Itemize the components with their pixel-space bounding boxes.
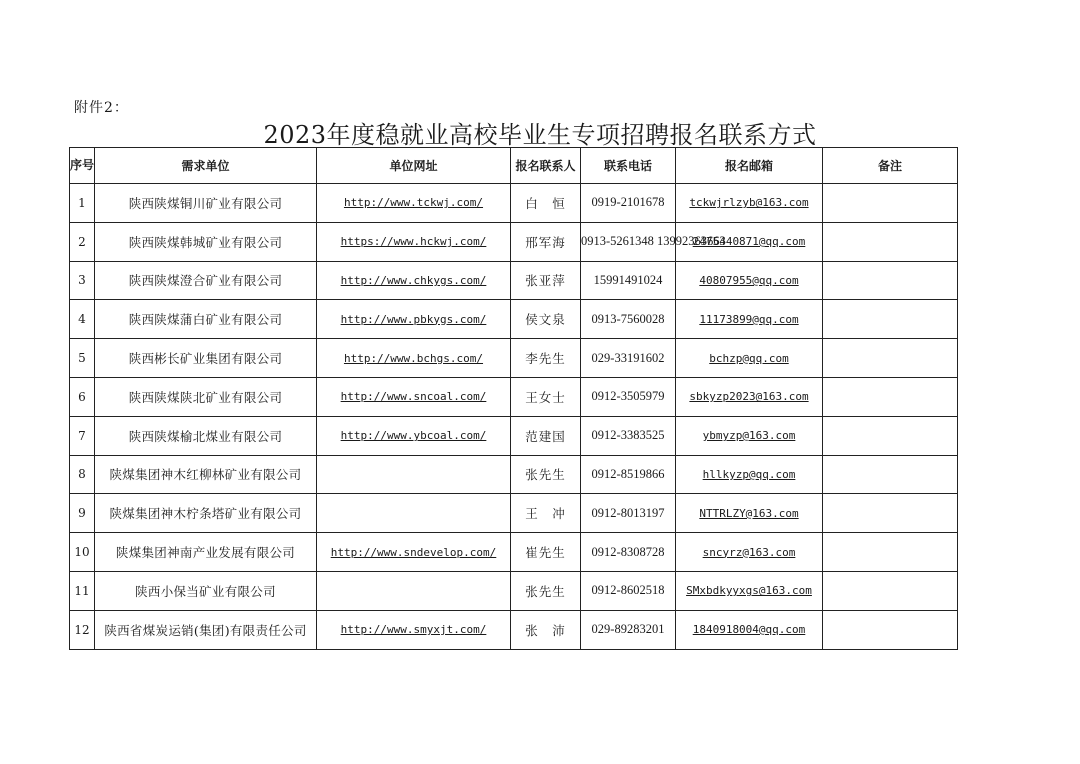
unit-name: 陕西陕煤韩城矿业有限公司 — [95, 222, 317, 261]
unit-url-cell — [317, 222, 511, 261]
remark-cell — [823, 455, 958, 494]
email-cell — [676, 261, 823, 300]
contact-phone: 0919-2101678 — [581, 184, 676, 223]
table-row — [70, 261, 958, 300]
contact-person: 崔先生 — [511, 533, 581, 572]
header-no: 序号 — [70, 148, 95, 184]
email-link[interactable]: SMxbdkyyxgs@163.com — [686, 584, 812, 598]
row-number: 6 — [70, 377, 95, 416]
email-cell — [676, 300, 823, 339]
remark-cell — [823, 494, 958, 533]
unit-url-link[interactable]: http://www.smyxjt.com/ — [340, 623, 487, 637]
contact-phone: 0913-7560028 — [581, 300, 676, 339]
table-row — [70, 416, 958, 455]
remark-cell — [823, 339, 958, 378]
contact-person: 邢军海 — [511, 222, 581, 261]
unit-url-cell — [317, 300, 511, 339]
row-number: 10 — [70, 533, 95, 572]
table-row — [70, 494, 958, 533]
remark-cell — [823, 377, 958, 416]
email-cell — [676, 222, 823, 261]
contact-person: 张 沛 — [511, 610, 581, 649]
table-row — [70, 455, 958, 494]
remark-cell — [823, 222, 958, 261]
page-title: 2023年度稳就业高校毕业生专项招聘报名联系方式 — [263, 121, 817, 149]
row-number: 8 — [70, 455, 95, 494]
attachment-label: 附件2： — [74, 100, 129, 116]
unit-url-cell — [317, 571, 511, 610]
email-link[interactable]: sbkyzp2023@163.com — [689, 390, 809, 404]
unit-name: 陕西陕煤蒲白矿业有限公司 — [95, 300, 317, 339]
email-link[interactable]: 11173899@qq.com — [699, 312, 799, 326]
table-row — [70, 339, 958, 378]
unit-name: 陕煤集团神木柠条塔矿业有限公司 — [95, 494, 317, 533]
email-link[interactable]: 1840918004@qq.com — [692, 623, 806, 637]
unit-name: 陕西陕煤铜川矿业有限公司 — [95, 184, 317, 223]
contact-phone: 0912-8308728 — [581, 533, 676, 572]
unit-url-cell — [317, 610, 511, 649]
header-url: 单位网址 — [317, 148, 511, 184]
row-number: 12 — [70, 610, 95, 649]
table-row — [70, 222, 958, 261]
row-number: 3 — [70, 261, 95, 300]
unit-url-link[interactable]: http://www.sncoal.com/ — [340, 390, 487, 404]
unit-url-cell — [317, 494, 511, 533]
unit-url-cell — [317, 261, 511, 300]
remark-cell — [823, 533, 958, 572]
row-number: 7 — [70, 416, 95, 455]
contact-phone: 0912-3505979 — [581, 377, 676, 416]
table-row — [70, 300, 958, 339]
table-row — [70, 610, 958, 649]
unit-name: 陕西小保当矿业有限公司 — [95, 571, 317, 610]
unit-name: 陕西省煤炭运销(集团)有限责任公司 — [95, 610, 317, 649]
remark-cell — [823, 300, 958, 339]
header-remark: 备注 — [823, 148, 958, 184]
contact-phone: 0912-8519866 — [581, 455, 676, 494]
email-cell — [676, 184, 823, 223]
contact-person: 王 冲 — [511, 494, 581, 533]
unit-url-link[interactable]: https://www.hckwj.com/ — [340, 235, 487, 249]
contact-person: 张先生 — [511, 571, 581, 610]
unit-url-cell — [317, 455, 511, 494]
email-cell — [676, 494, 823, 533]
email-cell — [676, 377, 823, 416]
email-link[interactable]: NTTRLZY@163.com — [699, 506, 799, 520]
unit-name: 陕西彬长矿业集团有限公司 — [95, 339, 317, 378]
unit-url-link[interactable]: http://www.ybcoal.com/ — [340, 429, 487, 443]
email-cell — [676, 339, 823, 378]
header-row — [70, 148, 958, 184]
unit-name: 陕煤集团神木红柳林矿业有限公司 — [95, 455, 317, 494]
row-number: 9 — [70, 494, 95, 533]
remark-cell — [823, 184, 958, 223]
unit-url-link[interactable]: http://www.sndevelop.com/ — [330, 545, 497, 559]
unit-url-cell — [317, 339, 511, 378]
unit-url-cell — [317, 377, 511, 416]
email-cell — [676, 571, 823, 610]
contact-phone: 029-89283201 — [581, 610, 676, 649]
table-row — [70, 571, 958, 610]
remark-cell — [823, 416, 958, 455]
contact-person: 张亚萍 — [511, 261, 581, 300]
email-cell — [676, 455, 823, 494]
table-row — [70, 184, 958, 223]
email-link[interactable]: 2475440871@qq.com — [692, 235, 806, 249]
unit-url-link[interactable]: http://www.bchgs.com/ — [343, 351, 484, 365]
unit-url-cell — [317, 533, 511, 572]
email-link[interactable]: 40807955@qq.com — [699, 273, 799, 287]
unit-name: 陕西陕煤陕北矿业有限公司 — [95, 377, 317, 416]
contact-phone: 0912-8013197 — [581, 494, 676, 533]
email-cell — [676, 533, 823, 572]
email-cell — [676, 610, 823, 649]
email-link[interactable]: bchzp@qq.com — [709, 351, 789, 365]
contact-table — [69, 147, 958, 650]
contact-phone: 0912-8602518 — [581, 571, 676, 610]
contact-person: 王女士 — [511, 377, 581, 416]
remark-cell — [823, 610, 958, 649]
unit-name: 陕西陕煤榆北煤业有限公司 — [95, 416, 317, 455]
contact-person: 白 恒 — [511, 184, 581, 223]
row-number: 4 — [70, 300, 95, 339]
email-link[interactable]: ybmyzp@163.com — [702, 429, 796, 443]
contact-person: 侯文泉 — [511, 300, 581, 339]
unit-url-link[interactable]: http://www.pbkygs.com/ — [340, 312, 487, 326]
unit-name: 陕煤集团神南产业发展有限公司 — [95, 533, 317, 572]
row-number: 2 — [70, 222, 95, 261]
unit-name: 陕西陕煤澄合矿业有限公司 — [95, 261, 317, 300]
header-email: 报名邮箱 — [676, 148, 823, 184]
email-link[interactable]: tckwjrlzyb@163.com — [689, 196, 809, 210]
email-link[interactable]: hllkyzp@qq.com — [702, 467, 796, 481]
remark-cell — [823, 571, 958, 610]
email-link[interactable]: sncyrz@163.com — [702, 545, 796, 559]
row-number: 5 — [70, 339, 95, 378]
unit-url-link[interactable]: http://www.tckwj.com/ — [343, 196, 484, 210]
header-unit: 需求单位 — [95, 148, 317, 184]
unit-url-link[interactable]: http://www.chkygs.com/ — [340, 273, 487, 287]
contact-phone: 15991491024 — [581, 261, 676, 300]
contact-phone: 0912-3383525 — [581, 416, 676, 455]
header-contact: 报名联系人 — [511, 148, 581, 184]
table-row — [70, 533, 958, 572]
unit-url-cell — [317, 416, 511, 455]
row-number: 11 — [70, 571, 95, 610]
header-phone: 联系电话 — [581, 148, 676, 184]
email-cell — [676, 416, 823, 455]
row-number: 1 — [70, 184, 95, 223]
table-row — [70, 377, 958, 416]
contact-phone: 0913-5261348 13992363663 — [581, 222, 676, 261]
contact-person: 李先生 — [511, 339, 581, 378]
remark-cell — [823, 261, 958, 300]
contact-person: 范建国 — [511, 416, 581, 455]
contact-person: 张先生 — [511, 455, 581, 494]
unit-url-cell — [317, 184, 511, 223]
contact-phone: 029-33191602 — [581, 339, 676, 378]
